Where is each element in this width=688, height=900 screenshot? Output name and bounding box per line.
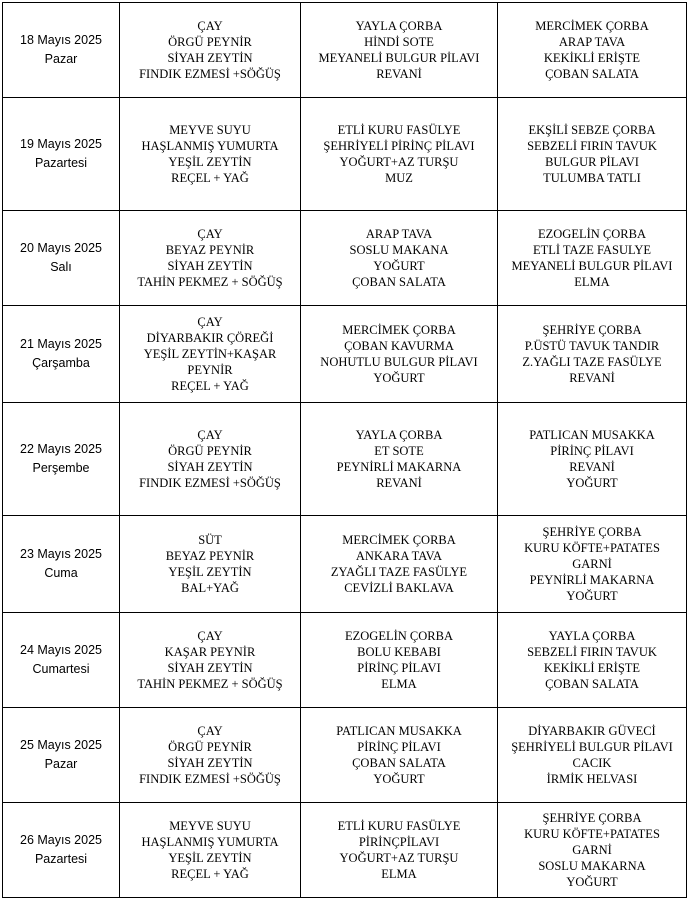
date-text: 22 Mayıs 2025: [20, 442, 102, 456]
menu-item: ÇAY: [197, 227, 223, 241]
menu-item: PEYNİRLİ MAKARNA: [529, 573, 655, 587]
table-row: [3, 403, 687, 516]
menu-item: YEŞİL ZEYTİN: [168, 565, 252, 579]
menu-item: ÖRGÜ PEYNİR: [168, 740, 252, 754]
breakfast-cell: [120, 306, 301, 403]
menu-item: YAYLA ÇORBA: [355, 19, 443, 33]
menu-item: PİRİNÇ PİLAVI: [357, 661, 441, 675]
menu-item: MEYANELİ BULGUR PİLAVI: [318, 51, 480, 65]
menu-item: ÇOBAN SALATA: [545, 677, 639, 691]
dinner-cell: [498, 211, 687, 306]
breakfast-cell: [120, 98, 301, 211]
menu-item: PATLICAN MUSAKKA: [336, 724, 462, 738]
menu-item: YOĞURT: [373, 371, 425, 385]
menu-item: EZOGELİN ÇORBA: [345, 629, 453, 643]
date-text: 25 Mayıs 2025: [20, 738, 102, 752]
table-row: [3, 211, 687, 306]
menu-item: İRMİK HELVASI: [546, 772, 638, 786]
menu-item: ANKARA TAVA: [355, 549, 443, 563]
menu-item: MERCİMEK ÇORBA: [342, 533, 456, 547]
date-cell: [3, 403, 120, 516]
table-row: [3, 306, 687, 403]
menu-item: REÇEL + YAĞ: [171, 867, 249, 881]
menu-item: NOHUTLU BULGUR PİLAVI: [320, 355, 478, 369]
menu-item: MERCİMEK ÇORBA: [342, 323, 456, 337]
menu-item: ZYAĞLI TAZE FASÜLYE: [330, 565, 468, 579]
menu-item: ÇAY: [197, 724, 223, 738]
menu-item: ÖRGÜ PEYNİR: [168, 35, 252, 49]
menu-item: REVANİ: [569, 371, 615, 385]
dinner-cell: [498, 403, 687, 516]
menu-item: CEVİZLİ BAKLAVA: [344, 581, 454, 595]
menu-item: ŞEHRİYELİ BULGUR PİLAVI: [511, 740, 673, 754]
menu-item: PEYNİRLİ MAKARNA: [336, 460, 462, 474]
menu-item: BOLU KEBABI: [357, 645, 441, 659]
menu-item: YEŞİL ZEYTİN: [168, 851, 252, 865]
menu-item: KURU KÖFTE+PATATES: [524, 541, 660, 555]
menu-item: SİYAH ZEYTİN: [167, 460, 253, 474]
menu-item: YAYLA ÇORBA: [355, 428, 443, 442]
meal-menu-body: [3, 3, 687, 898]
menu-item: DİYARBAKIR GÜVECİ: [528, 724, 656, 738]
menu-item: ÖRGÜ PEYNİR: [168, 444, 252, 458]
menu-item: SİYAH ZEYTİN: [167, 756, 253, 770]
date-cell: [3, 708, 120, 803]
date-cell: [3, 211, 120, 306]
table-row: [3, 516, 687, 613]
table-row: [3, 613, 687, 708]
weekday-text: Pazartesi: [34, 852, 88, 866]
menu-item: YOĞURT: [373, 772, 425, 786]
lunch-cell: [301, 211, 498, 306]
menu-item: SOSLU MAKANA: [349, 243, 449, 257]
lunch-cell: [301, 708, 498, 803]
menu-item: Z.YAĞLI TAZE FASÜLYE: [522, 355, 662, 369]
menu-item: GARNİ: [572, 557, 612, 571]
breakfast-cell: [120, 516, 301, 613]
menu-item: BAL+YAĞ: [181, 581, 239, 595]
menu-item: ARAP TAVA: [558, 35, 626, 49]
weekday-text: Pazar: [44, 757, 78, 771]
breakfast-cell: [120, 3, 301, 98]
menu-item: REVANİ: [376, 67, 422, 81]
menu-item: MERCİMEK ÇORBA: [535, 19, 649, 33]
weekday-text: Cumartesi: [32, 662, 90, 676]
menu-item: ET SOTE: [374, 444, 424, 458]
menu-item: EKŞİLİ SEBZE ÇORBA: [528, 123, 656, 137]
date-text: 26 Mayıs 2025: [20, 833, 102, 847]
menu-item: YOĞURT: [566, 589, 618, 603]
menu-item: YOĞURT: [373, 259, 425, 273]
date-text: 20 Mayıs 2025: [20, 241, 102, 255]
date-cell: [3, 803, 120, 898]
menu-item: ŞEHRİYE ÇORBA: [542, 323, 642, 337]
menu-item: PİRİNÇ PİLAVI: [357, 740, 441, 754]
breakfast-cell: [120, 803, 301, 898]
menu-item: ETLİ KURU FASÜLYE: [337, 123, 461, 137]
menu-item: BEYAZ PEYNİR: [165, 243, 255, 257]
menu-item: CACIK: [572, 756, 612, 770]
breakfast-cell: [120, 708, 301, 803]
weekday-text: Salı: [50, 260, 72, 274]
date-cell: [3, 98, 120, 211]
menu-item: FINDIK EZMESİ +SÖĞÜŞ: [139, 772, 281, 786]
date-text: 18 Mayıs 2025: [20, 33, 102, 47]
weekday-text: Çarşamba: [32, 356, 90, 370]
menu-item: PEYNİR: [187, 363, 233, 377]
menu-item: YOĞURT: [566, 875, 618, 889]
dinner-cell: [498, 613, 687, 708]
menu-item: ETLİ KURU FASÜLYE: [337, 819, 461, 833]
menu-item: FINDIK EZMESİ +SÖĞÜŞ: [139, 476, 281, 490]
weekday-text: Pazartesi: [34, 156, 88, 170]
weekday-text: Perşembe: [32, 461, 90, 475]
dinner-cell: [498, 708, 687, 803]
menu-item: HAŞLANMIŞ YUMURTA: [141, 139, 279, 153]
menu-item: ELMA: [381, 677, 417, 691]
menu-item: MUZ: [385, 171, 413, 185]
menu-item: FINDIK EZMESİ +SÖĞÜŞ: [139, 67, 281, 81]
date-cell: [3, 516, 120, 613]
lunch-cell: [301, 306, 498, 403]
weekday-text: Cuma: [44, 566, 78, 580]
menu-item: SÜT: [198, 533, 222, 547]
dinner-cell: [498, 516, 687, 613]
menu-item: REVANİ: [376, 476, 422, 490]
table-row: [3, 98, 687, 211]
menu-item: KAŞAR PEYNİR: [164, 645, 256, 659]
dinner-cell: [498, 3, 687, 98]
weekday-text: Pazar: [44, 52, 78, 66]
lunch-cell: [301, 403, 498, 516]
menu-item: BEYAZ PEYNİR: [165, 549, 255, 563]
menu-item: TAHİN PEKMEZ + SÖĞÜŞ: [137, 677, 283, 691]
menu-item: ŞEHRİYE ÇORBA: [542, 811, 642, 825]
lunch-cell: [301, 613, 498, 708]
menu-item: SİYAH ZEYTİN: [167, 661, 253, 675]
menu-item: MEYVE SUYU: [169, 123, 251, 137]
breakfast-cell: [120, 211, 301, 306]
date-cell: [3, 3, 120, 98]
date-text: 21 Mayıs 2025: [20, 337, 102, 351]
menu-item: ŞEHRİYE ÇORBA: [542, 525, 642, 539]
menu-item: EZOGELİN ÇORBA: [538, 227, 646, 241]
menu-item: KEKİKLİ ERİŞTE: [543, 661, 641, 675]
menu-item: TULUMBA TATLI: [543, 171, 641, 185]
menu-item: PİRİNÇPİLAVI: [358, 835, 440, 849]
menu-item: PATLICAN MUSAKKA: [529, 428, 655, 442]
breakfast-cell: [120, 613, 301, 708]
menu-item: REÇEL + YAĞ: [171, 379, 249, 393]
menu-item: PİRİNÇ PİLAVI: [550, 444, 634, 458]
menu-item: DİYARBAKIR ÇÖREĞİ: [146, 331, 274, 345]
menu-item: HİNDİ SOTE: [364, 35, 434, 49]
menu-item: KURU KÖFTE+PATATES: [524, 827, 660, 841]
breakfast-cell: [120, 403, 301, 516]
menu-item: YOĞURT+AZ TURŞU: [339, 851, 459, 865]
menu-item: ÇAY: [197, 19, 223, 33]
menu-item: YEŞİL ZEYTİN+KAŞAR: [143, 347, 277, 361]
menu-item: HAŞLANMIŞ YUMURTA: [141, 835, 279, 849]
menu-item: ETLİ TAZE FASULYE: [532, 243, 652, 257]
table-row: [3, 803, 687, 898]
date-text: 19 Mayıs 2025: [20, 137, 102, 151]
date-text: 23 Mayıs 2025: [20, 547, 102, 561]
menu-item: ELMA: [381, 867, 417, 881]
menu-item: ÇOBAN KAVURMA: [344, 339, 454, 353]
menu-item: ELMA: [574, 275, 610, 289]
menu-item: ÇOBAN SALATA: [352, 756, 446, 770]
lunch-cell: [301, 3, 498, 98]
menu-item: ÇOBAN SALATA: [545, 67, 639, 81]
menu-item: TAHİN PEKMEZ + SÖĞÜŞ: [137, 275, 283, 289]
menu-item: SEBZELİ FIRIN TAVUK: [527, 645, 657, 659]
table-row: [3, 3, 687, 98]
lunch-cell: [301, 516, 498, 613]
date-cell: [3, 306, 120, 403]
menu-item: KEKİKLİ ERİŞTE: [543, 51, 641, 65]
menu-item: BULGUR PİLAVI: [545, 155, 639, 169]
menu-item: REÇEL + YAĞ: [171, 171, 249, 185]
dinner-cell: [498, 98, 687, 211]
menu-item: ÇAY: [197, 629, 223, 643]
date-cell: [3, 613, 120, 708]
menu-item: ÇAY: [197, 315, 223, 329]
menu-item: REVANİ: [569, 460, 615, 474]
menu-item: ARAP TAVA: [365, 227, 433, 241]
lunch-cell: [301, 98, 498, 211]
menu-item: ÇAY: [197, 428, 223, 442]
menu-item: YAYLA ÇORBA: [548, 629, 636, 643]
menu-item: YOĞURT: [566, 476, 618, 490]
menu-item: YEŞİL ZEYTİN: [168, 155, 252, 169]
menu-item: GARNİ: [572, 843, 612, 857]
menu-item: SİYAH ZEYTİN: [167, 259, 253, 273]
menu-item: ÇOBAN SALATA: [352, 275, 446, 289]
dinner-cell: [498, 306, 687, 403]
meal-menu-table: [2, 2, 687, 898]
date-text: 24 Mayıs 2025: [20, 643, 102, 657]
dinner-cell: [498, 803, 687, 898]
menu-item: ŞEHRİYELİ PİRİNÇ PİLAVI: [323, 139, 475, 153]
menu-item: SİYAH ZEYTİN: [167, 51, 253, 65]
lunch-cell: [301, 803, 498, 898]
menu-item: MEYVE SUYU: [169, 819, 251, 833]
menu-item: MEYANELİ BULGUR PİLAVI: [511, 259, 673, 273]
menu-item: SOSLU MAKARNA: [538, 859, 646, 873]
table-row: [3, 708, 687, 803]
menu-item: P.ÜSTÜ TAVUK TANDIR: [524, 339, 660, 353]
menu-item: YOĞURT+AZ TURŞU: [339, 155, 459, 169]
menu-item: SEBZELİ FIRIN TAVUK: [527, 139, 657, 153]
